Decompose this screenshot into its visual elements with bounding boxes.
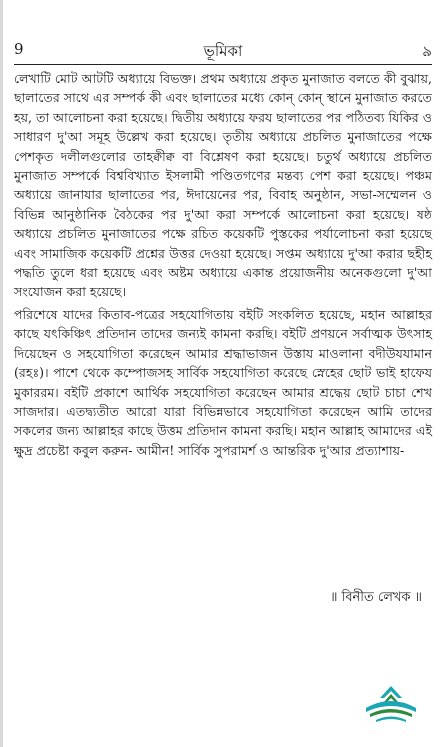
page-body	[14, 69, 432, 460]
publisher-logo-icon	[362, 684, 420, 728]
page-header	[14, 40, 432, 62]
page-number-bengali: ৯	[422, 42, 432, 60]
chapter-title: ভূমিকা	[203, 42, 243, 60]
author-signature: ॥ বিনীত লেখক ॥	[330, 590, 422, 605]
paragraph-acknowledgements: পরিশেষে যাদের কিতাব-পত্রের সহযোগিতায় বইটি সংকলিত হয়েছে, মহান আল্লাহর কাছে যৎকিঞ্চিৎ প্রতিদান তাদের জন্যই কামনা করছি। বইটি প্রণয়নে সর্বাত্মক উৎসাহ দিয়েছেন ও সহযোগিতা করেছেন আমার শ্রদ্ধাভাজন উস্তায মাওলানা বদীউযযামান (রহঃ)। পাশে থেকে কম্পোজসহ সার্বিক সহযোগিতা করেছে স্নেহের ছোট ভাই হাফেয মুকাররম। বইটি প্রকাশে আর্থিক সহযোগিতা করেছেন আমার শ্রদ্ধেয় ছোট চাচা শেখ সাজদার। এতদ্ব্যতীত আরো যারা বিভিন্নভাবে সহযোগিতা করেছেন আমি তাদের সকলের জন্য আল্লাহর কাছে উত্তম প্রতিদান কামনা করছি। মহান আল্লাহ আমাদের এই ক্ষুদ্র প্রচেষ্টা কবুল করুন- আমীন! সার্বিক সুপরামর্শ ও আন্তরিক দু'আর প্রত্যাশায়-	[14, 306, 432, 458]
page-number-latin: 9	[14, 40, 24, 58]
header-divider	[14, 64, 432, 65]
page-edge-shadow	[0, 0, 3, 747]
paragraph-chapters-overview: লেখাটি মোট আটটি অধ্যায়ে বিভক্ত। প্রথম অধ্যায়ে প্রকৃত মুনাজাত বলতে কী বুঝায়, ছালাতের সাথে এর সম্পর্ক কী এবং ছালাতের মধ্যে কোন্ কোন্ স্থানে মুনাজাত করতে হয়, তা আলোচনা করা হয়েছে। দ্বিতীয় অধ্যায়ে ফরয ছালাতের পর পঠিতব্য যিকির ও সাধারণ দু'আ সমূহ উল্লেখ করা হয়েছে। তৃতীয় অধ্যায়ে প্রচলিত মুনাজাতের পক্ষে পেশকৃত দলীলগুলোর তাহক্বীক্ব বা বিশ্লেষণ করা হয়েছে। চতুর্থ অধ্যায়ে প্রচলিত মুনাজাত সম্পর্কে বিশ্ববিখ্যাত ইসলামী পণ্ডিতগণের মন্তব্য পেশ করা হয়েছে। পঞ্চম অধ্যায়ে জানাযার ছালাতের পর, ঈদায়েনের পর, বিবাহ অনুষ্ঠান, সভা-সম্মেলন ও বিভিন্ন আনুষ্ঠানিক বৈঠকের পর দু'আ করা সম্পর্কে আলোচনা করা হয়েছে। ষষ্ঠ অধ্যায়ে প্রচলিত মুনাজাতের পক্ষে রচিত কয়েকটি পুস্তকের পর্যালোচনা করা হয়েছে এবং সামাজিক কয়েকটি প্রশ্নের উত্তর দেওয়া হয়েছে। সপ্তম অধ্যায়ে দু'আ করার ছহীহ পদ্ধতি তুলে ধরা হয়েছে এবং অষ্টম অধ্যায়ে একান্ত প্রয়োজনীয় অনেকগুলো দু'আ সংযোজন করা হয়েছে।	[14, 71, 432, 300]
